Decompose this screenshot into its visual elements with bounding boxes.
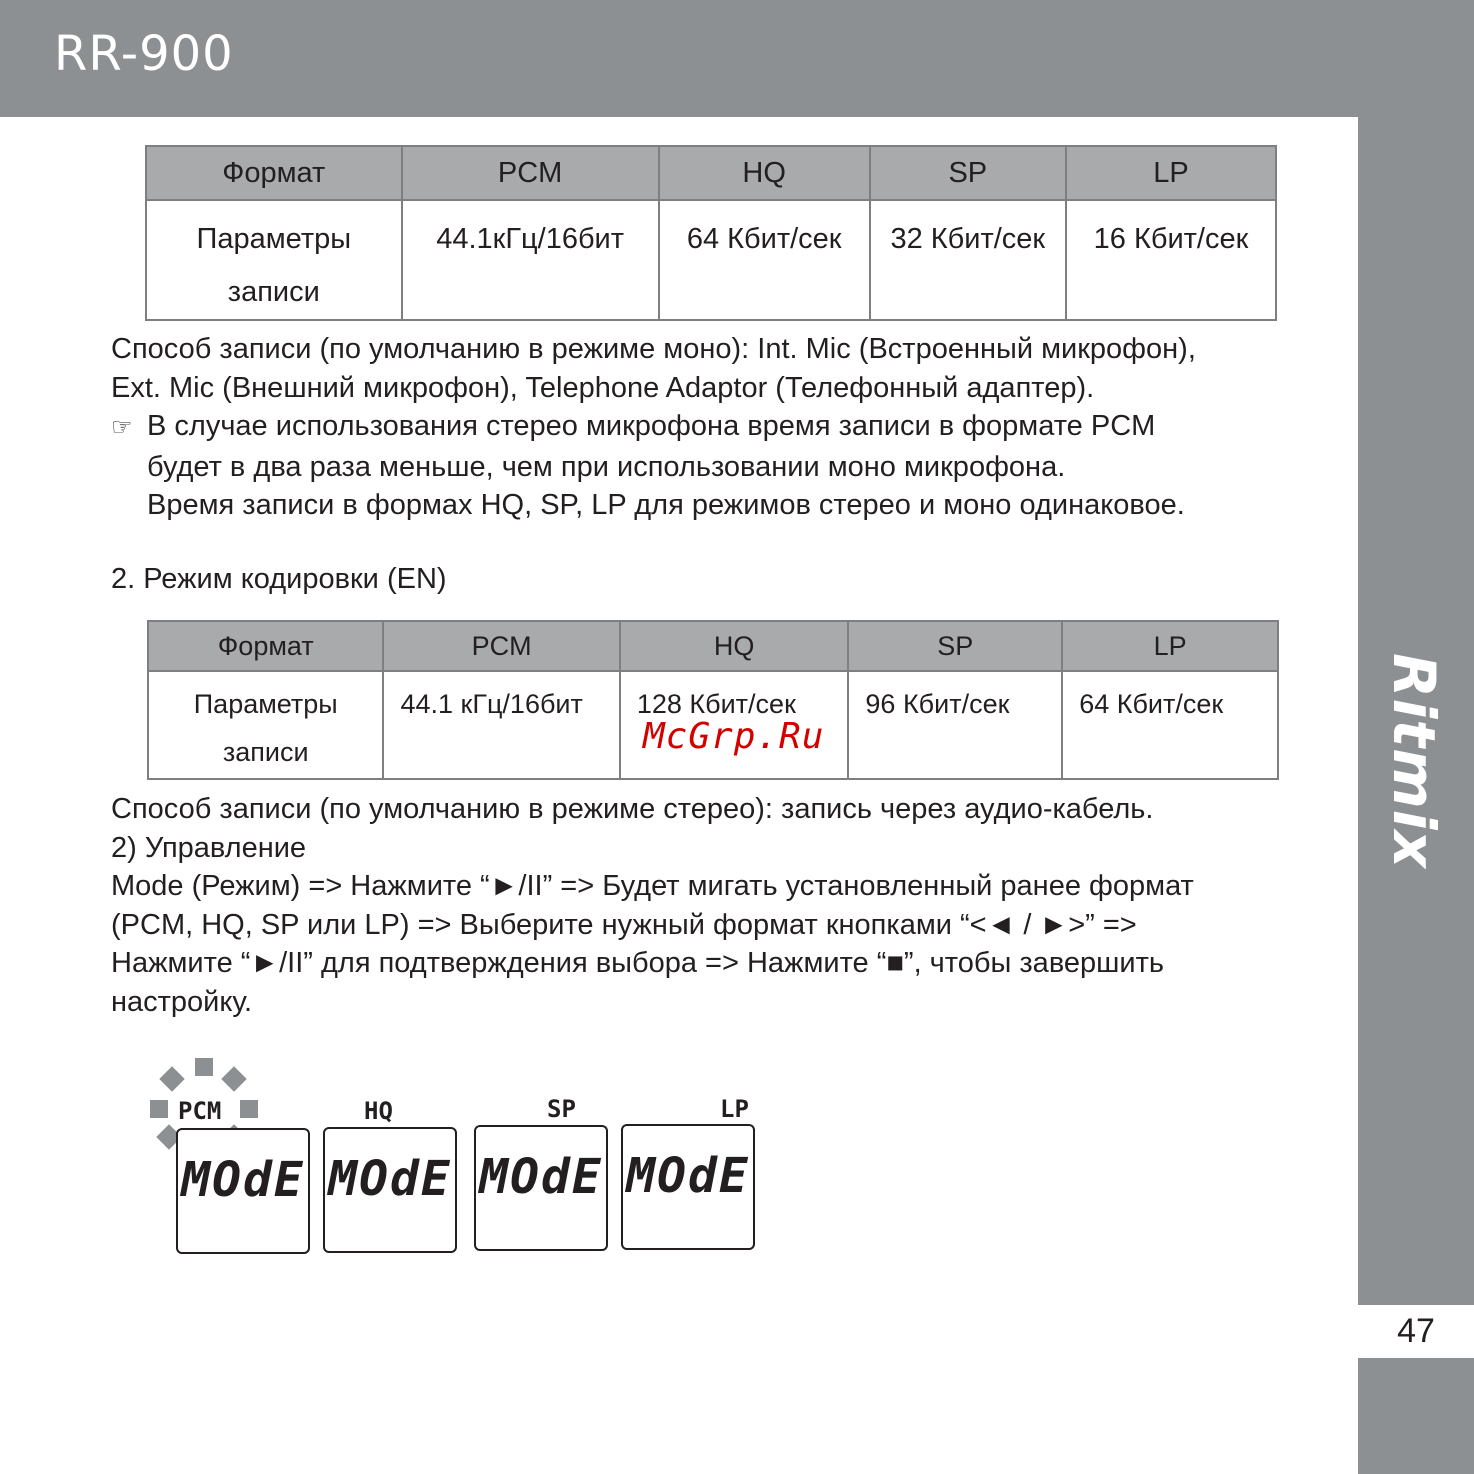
table-row — [146, 200, 1276, 320]
header-cell: LP — [1062, 621, 1278, 671]
watermark: McGrp.Ru — [643, 716, 825, 757]
header-cell: Формат — [146, 146, 402, 200]
model-title: RR-900 — [54, 26, 234, 82]
blink-diamond-icon — [159, 1066, 184, 1091]
row-label — [148, 671, 383, 779]
table-header-row — [148, 621, 1278, 671]
lcd-screen-hq — [323, 1127, 457, 1253]
side-bar-bottom — [1358, 1358, 1474, 1474]
lcd-screen-pcm — [176, 1128, 310, 1254]
header-cell: HQ — [659, 146, 870, 200]
lcd-screen-lp — [621, 1124, 755, 1250]
format-table-1 — [145, 145, 1277, 321]
header-cell: HQ — [620, 621, 849, 671]
table-cell: 64 Кбит/сек — [1062, 671, 1278, 779]
paragraph-1 — [111, 330, 1196, 525]
blink-square-icon — [150, 1100, 168, 1118]
lcd-label-sp: SP — [547, 1095, 576, 1123]
table-cell: 96 Кбит/сек — [848, 671, 1062, 779]
header-cell: LP — [1066, 146, 1276, 200]
lcd-display-text: MOdE — [626, 1148, 750, 1204]
row-label-line: записи — [227, 276, 320, 308]
text-line: Mode (Режим) => Нажмите “►/II” => Будет мигать установленный ранее формат — [111, 870, 1194, 902]
row-label-line: Параметры — [193, 689, 338, 719]
lcd-display-text: MOdE — [328, 1151, 452, 1207]
note-line: Время записи в формах HQ, SP, LP для режимов стерео и моно одинаковое. — [147, 489, 1185, 521]
note-line: будет в два раза меньше, чем при использовании моно микрофона. — [147, 450, 1066, 483]
text-line: (PCM, HQ, SP или LP) => Выберите нужный формат кнопками “<◄ / ►>” => — [111, 908, 1137, 941]
row-label — [146, 200, 402, 320]
lcd-label-lp: LP — [720, 1095, 749, 1123]
table-cell: 128 Кбит/сек — [620, 671, 849, 779]
table-cell: 44.1 кГц/16бит — [383, 671, 619, 779]
table-header-row — [146, 146, 1276, 200]
lcd-display-text: MOdE — [479, 1149, 603, 1205]
header-cell: SP — [848, 621, 1062, 671]
header-cell: Формат — [148, 621, 383, 671]
blink-square-icon — [195, 1058, 213, 1076]
blink-diamond-icon — [221, 1066, 246, 1091]
row-label-line: записи — [222, 737, 309, 767]
header-cell: SP — [870, 146, 1066, 200]
text-line: настройку. — [111, 985, 253, 1018]
text-line: Нажмите “►/II” для подтверждения выбора => Нажмите “■”, чтобы завершить — [111, 947, 1165, 979]
section-title: 2. Режим кодировки (EN) — [111, 563, 447, 595]
table-cell: 16 Кбит/сек — [1066, 200, 1276, 320]
pointing-hand-icon: ☞ — [111, 414, 133, 441]
lcd-screen-sp — [474, 1125, 608, 1251]
lcd-label-hq: HQ — [364, 1097, 393, 1125]
text-line: Способ записи (по умолчанию в режиме стерео): запись через аудио-кабель. — [111, 793, 1154, 825]
paragraph-2 — [111, 790, 1194, 1021]
header-cell: PCM — [383, 621, 619, 671]
note — [111, 407, 1196, 448]
blink-square-icon — [240, 1100, 258, 1118]
row-label-line: Параметры — [196, 223, 352, 255]
note-line: В случае использования стерео микрофона время записи в формате PCM — [147, 410, 1156, 442]
text-line: Способ записи (по умолчанию в режиме моно): Int. Mic (Встроенный микрофон), — [111, 333, 1196, 365]
page-number: 47 — [1397, 1312, 1435, 1350]
lcd-display-text: MOdE — [181, 1152, 305, 1208]
table-cell: 32 Кбит/сек — [870, 200, 1066, 320]
header-cell: PCM — [402, 146, 659, 200]
brand-logo: Ritmix — [1380, 653, 1448, 869]
lcd-label-pcm: PCM — [178, 1097, 222, 1125]
text-line: Ext. Mic (Внешний микрофон), Telephone Adaptor (Телефонный адаптер). — [111, 371, 1095, 404]
table-cell: 44.1кГц/16бит — [402, 200, 659, 320]
table-cell: 64 Кбит/сек — [659, 200, 870, 320]
text-line: 2) Управление — [111, 831, 307, 864]
